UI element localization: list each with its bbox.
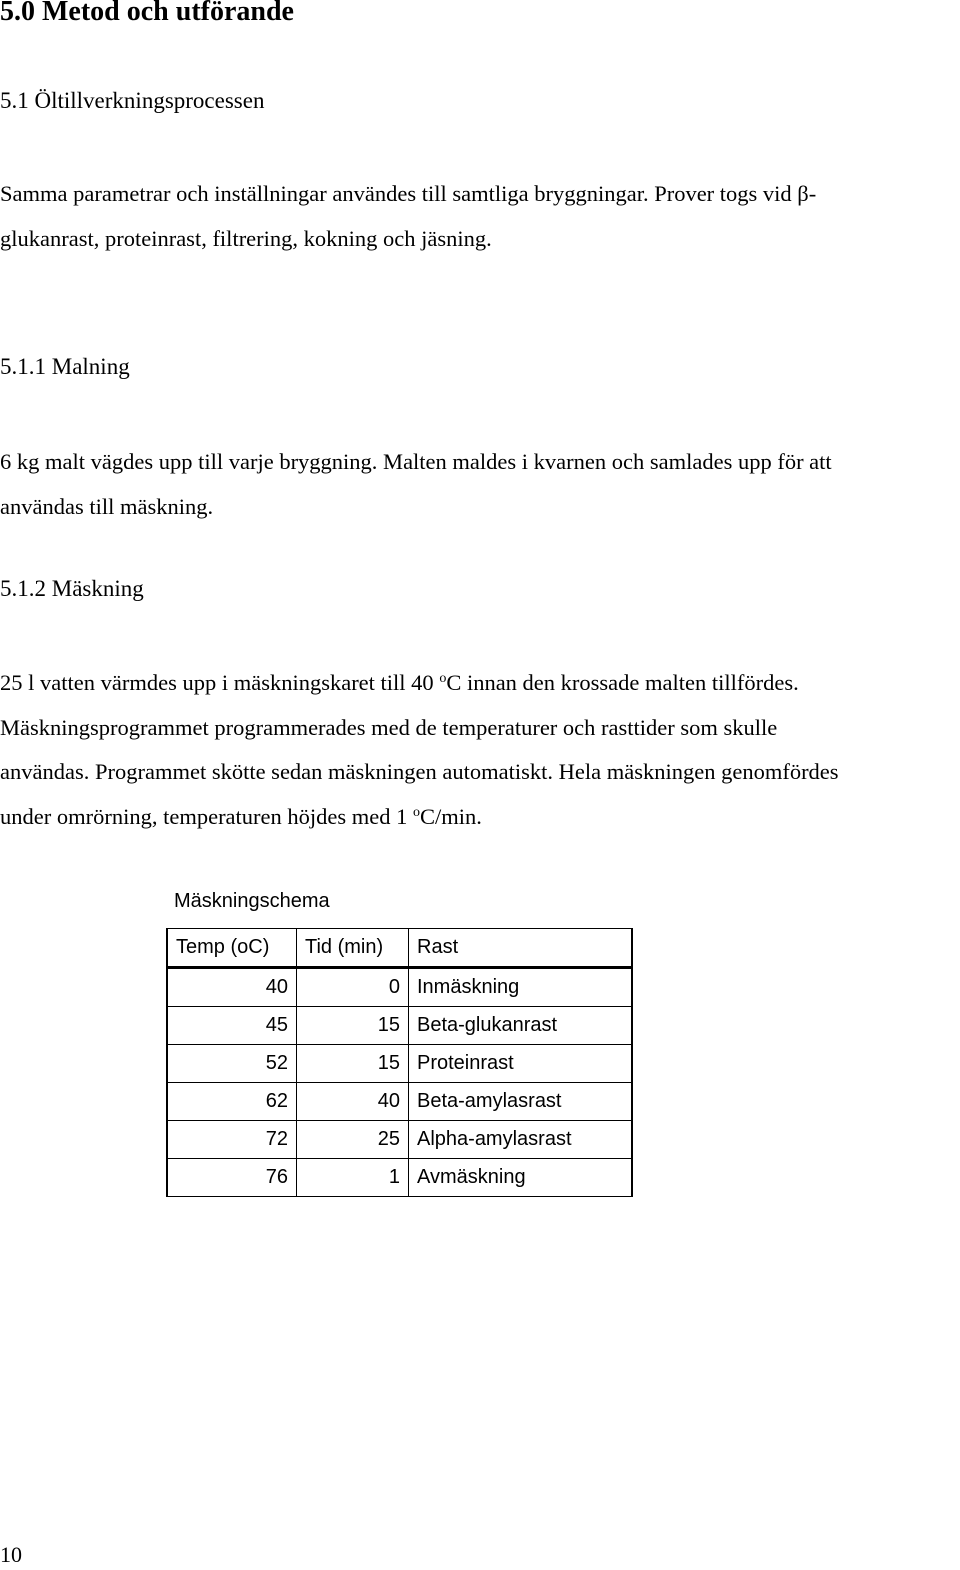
- paragraph-5-1-2: [0, 661, 839, 839]
- paragraph-line: 6 kg malt vägdes upp till varje bryggning. Malten maldes i kvarnen och samlades upp för att: [0, 449, 832, 474]
- cell-time: 40: [297, 1083, 409, 1121]
- table-row: [167, 968, 632, 1007]
- cell-time: 15: [297, 1045, 409, 1083]
- mashing-schedule-table: [166, 928, 633, 1197]
- cell-rest: Alpha-amylasrast: [409, 1121, 633, 1159]
- table-row: [167, 1083, 632, 1121]
- cell-rest: Avmäskning: [409, 1159, 633, 1197]
- table-row: [167, 1159, 632, 1197]
- degree-superscript: o: [439, 671, 447, 686]
- paragraph-5-1: [0, 172, 816, 261]
- page-heading: 5.0 Metod och utförande: [0, 0, 294, 27]
- table-header-row: [167, 929, 632, 968]
- paragraph-line: användas till mäskning.: [0, 493, 214, 519]
- table-row: [167, 1007, 632, 1045]
- cell-rest: Proteinrast: [409, 1045, 633, 1083]
- text-fragment: 25 l vatten värmdes upp i mäskningskaret till 40: [0, 670, 440, 695]
- header-time: Tid (min): [297, 929, 409, 968]
- cell-temp: 62: [167, 1083, 297, 1121]
- table-row: [167, 1045, 632, 1083]
- cell-temp: 76: [167, 1159, 297, 1197]
- paragraph-5-1-1: [0, 440, 832, 529]
- paragraph-line: [0, 661, 839, 706]
- paragraph-line: glukanrast, proteinrast, filtrering, kokning och jäsning.: [0, 225, 492, 251]
- cell-time: 15: [297, 1007, 409, 1045]
- cell-time: 0: [297, 968, 409, 1007]
- paragraph-line: [0, 795, 839, 840]
- text-fragment: C/min.: [420, 803, 482, 829]
- cell-rest: Beta-glukanrast: [409, 1007, 633, 1045]
- cell-temp: 45: [167, 1007, 297, 1045]
- text-fragment: C innan den krossade malten tillfördes.: [446, 670, 799, 695]
- text-fragment: under omrörning, temperaturen höjdes med 1: [0, 803, 414, 829]
- cell-rest: Inmäskning: [409, 968, 633, 1007]
- section-title-5-1: 5.1 Öltillverkningsprocessen: [0, 88, 265, 113]
- cell-temp: 40: [167, 968, 297, 1007]
- paragraph-line: Samma parametrar och inställningar användes till samtliga bryggningar. Prover togs vid β-: [0, 181, 817, 206]
- header-rest: Rast: [409, 929, 633, 968]
- cell-time: 1: [297, 1159, 409, 1197]
- cell-time: 25: [297, 1121, 409, 1159]
- header-temp: Temp (oC): [167, 929, 297, 968]
- table-caption: Mäskningschema: [174, 890, 330, 912]
- cell-temp: 52: [167, 1045, 297, 1083]
- paragraph-line: Mäskningsprogrammet programmerades med de temperaturer och rasttider som skulle: [0, 714, 778, 740]
- cell-rest: Beta-amylasrast: [409, 1083, 633, 1121]
- cell-temp: 72: [167, 1121, 297, 1159]
- degree-superscript: o: [413, 804, 421, 820]
- section-title-5-1-1: 5.1.1 Malning: [0, 354, 130, 379]
- section-title-5-1-2: 5.1.2 Mäskning: [0, 576, 144, 601]
- page-number: 10: [0, 1542, 22, 1567]
- paragraph-line: användas. Programmet skötte sedan mäskningen automatiskt. Hela mäskningen genomfördes: [0, 759, 839, 784]
- table-row: [167, 1121, 632, 1159]
